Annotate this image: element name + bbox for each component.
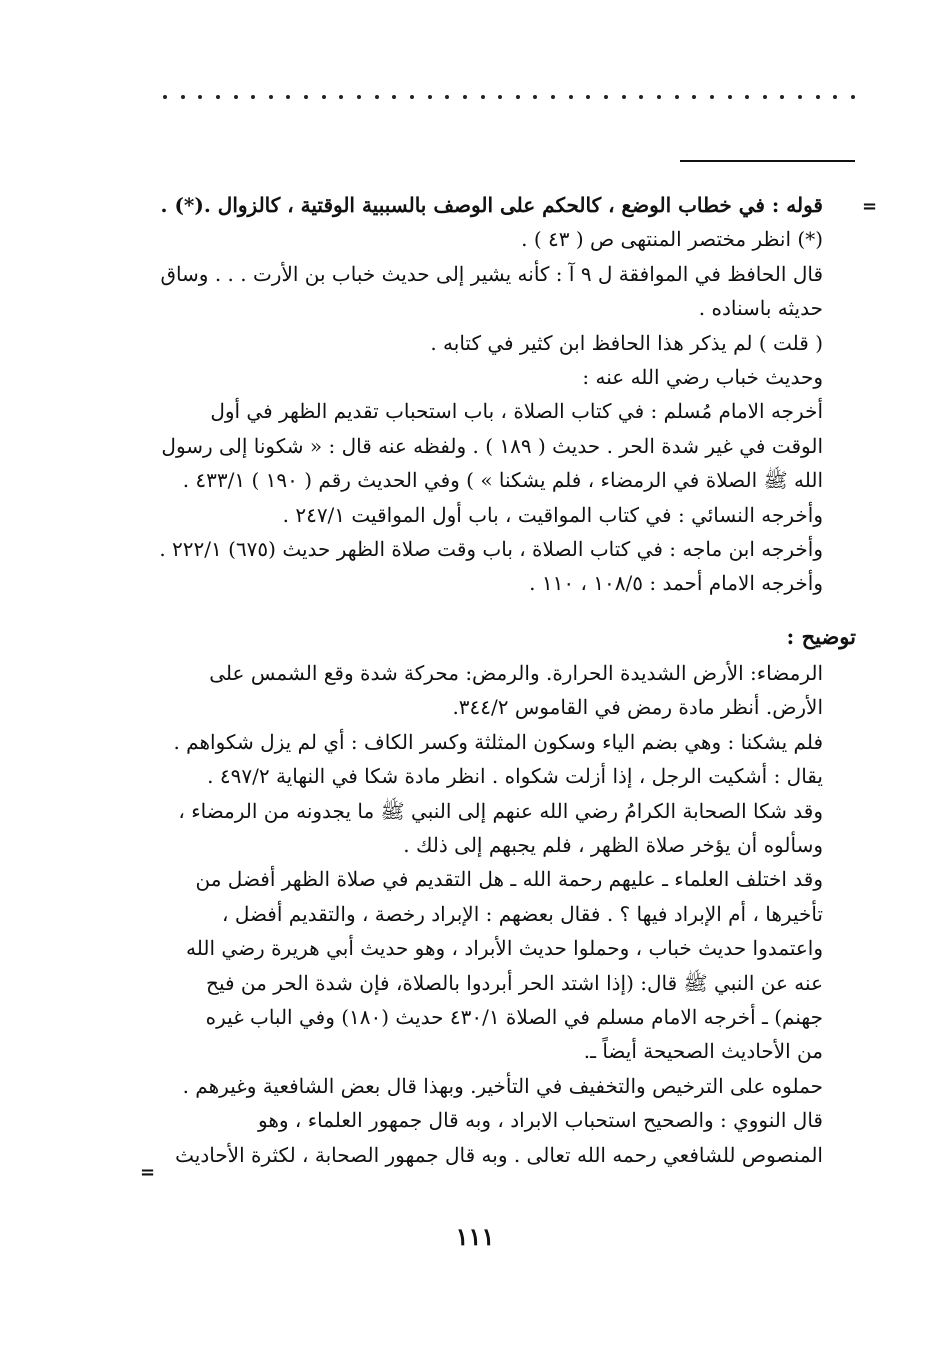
text-line: وأخرجه النسائي : في كتاب المواقيت ، باب أول المواقيت ٢٤٧/١ .	[282, 502, 823, 527]
separator-dot	[516, 95, 520, 99]
text-line: وقد اختلف العلماء ـ عليهم رحمة الله ـ هل التقديم في صلاة الظهر أفضل من	[195, 867, 823, 892]
separator-dot	[181, 95, 185, 99]
page-number: ١١١	[455, 1222, 495, 1251]
text-line: وقد شكا الصحابة الكرامُ رضي الله عنهم إلى النبي ﷺ ما يجدونه من الرمضاء ،	[178, 798, 823, 823]
separator-dot	[728, 95, 732, 99]
separator-dot	[339, 95, 343, 99]
separator-dot	[657, 95, 661, 99]
text-line: الأرض. أنظر مادة رمض في القاموس ٣٤٤/٢.	[452, 695, 823, 720]
text-line: عنه عن النبي ﷺ قال: (إذا اشتد الحر أبردوا بالصلاة، فإن شدة الحر من فيح	[206, 970, 823, 995]
text-line: (*) انظر مختصر المنتهى ص ( ٤٣ ) .	[521, 227, 823, 252]
text-line: الوقت في غير شدة الحر . حديث ( ١٨٩ ) . ولفظه عنه قال : « شكونا إلى رسول	[161, 433, 823, 458]
text-line: الله ﷺ الصلاة في الرمضاء ، فلم يشكنا » ) وفي الحديث رقم ( ١٩٠ ) ٤٣٣/١ .	[182, 468, 823, 493]
separator-dot	[216, 95, 220, 99]
separator-dot	[463, 95, 467, 99]
separator-dot	[780, 95, 784, 99]
separator-dot	[586, 95, 590, 99]
text-line: فلم يشكنا : وهي بضم الياء وسكون المثلثة وكسر الكاف : أي لم يزل شكواهم .	[173, 729, 823, 754]
separator-dot	[533, 95, 537, 99]
separator-dot	[551, 95, 555, 99]
separator-dot	[410, 95, 414, 99]
text-line: قال الحافظ في الموافقة ل ٩ آ : كأنه يشير إلى حديث خباب بن الأرت . . . وساق	[160, 261, 823, 286]
text-line: تأخيرها ، أم الإبراد فيها ؟ . فقال بعضهم : الإبراد رخصة ، والتقديم أفضل ،	[222, 901, 823, 926]
text-line: واعتمدوا حديث خباب ، وحملوا حديث الأبراد ، وهو حديث أبي هريرة رضي الله	[186, 936, 823, 961]
separator-dot	[445, 95, 449, 99]
separator-dot	[692, 95, 696, 99]
text-line: الرمضاء: الأرض الشديدة الحرارة. والرمض: محركة شدة وقع الشمس على	[209, 661, 823, 685]
text-line: جهنم) ـ أخرجه الامام مسلم في الصلاة ٤٣٠/١ حديث (١٨٠) وفي الباب غيره	[205, 1005, 823, 1030]
text-line: يقال : أشكيت الرجل ، إذا أزلت شكواه . انظر مادة شكا في النهاية ٤٩٧/٢ .	[207, 764, 823, 789]
separator-dot	[622, 95, 626, 99]
separator-dot	[833, 95, 837, 99]
separator-dot	[375, 95, 379, 99]
text-block-before-heading	[159, 188, 823, 601]
separator-dot	[481, 95, 485, 99]
text-block-after-heading	[163, 656, 823, 1172]
text-line: من الأحاديث الصحيحة أيضاً ـ.	[583, 1039, 823, 1064]
separator-dot	[710, 95, 714, 99]
text-line: أخرجه الامام مُسلم : في كتاب الصلاة ، باب استحباب تقديم الظهر في أول	[210, 399, 823, 424]
separator-dot	[675, 95, 679, 99]
separator-dot	[163, 95, 167, 99]
text-line: قال النووي : والصحيح استحباب الابراد ، وبه قال جمهور العلماء ، وهو	[258, 1108, 823, 1133]
separator-dot	[304, 95, 308, 99]
separator-dot	[428, 95, 432, 99]
separator-dot	[604, 95, 608, 99]
separator-dot	[763, 95, 767, 99]
text-line: حديثه باسناده .	[698, 296, 823, 321]
separator-dot	[816, 95, 820, 99]
section-heading: توضيح :	[786, 624, 856, 649]
text-line: المنصوص للشافعي رحمه الله تعالى . وبه قال جمهور الصحابة ، لكثرة الأحاديث	[175, 1142, 823, 1167]
separator-dot	[234, 95, 238, 99]
separator-dot	[639, 95, 643, 99]
separator-dot	[286, 95, 290, 99]
text-line: ( قلت ) لم يذكر هذا الحافظ ابن كثير في كتابه .	[430, 330, 823, 355]
separator-dot	[198, 95, 202, 99]
text-line: قوله : في خطاب الوضع ، كالحكم على الوصف بالسببية الوقتية ، كالزوال .(*) .	[160, 193, 823, 217]
separator-dot	[269, 95, 273, 99]
text-line: وحديث خباب رضي الله عنه :	[582, 365, 823, 390]
separator-dot	[357, 95, 361, 99]
text-line: حملوه على الترخيص والتخفيف في التأخير. وبهذا قال بعض الشافعية وغيرهم .	[182, 1073, 823, 1098]
separator-dot	[851, 95, 855, 99]
text-line: وأخرجه الامام أحمد : ١٠٨/٥ ، ١١٠ .	[529, 571, 823, 596]
separator-dot	[798, 95, 802, 99]
dotted-separator	[163, 90, 855, 104]
separator-dot	[569, 95, 573, 99]
separator-dot	[745, 95, 749, 99]
footnote-rule	[680, 160, 855, 162]
separator-dot	[251, 95, 255, 99]
separator-dot	[322, 95, 326, 99]
text-line: وسألوه أن يؤخر صلاة الظهر ، فلم يجبهم إلى ذلك .	[403, 833, 823, 858]
continuation-marker-bottom: =	[140, 1162, 156, 1183]
separator-dot	[392, 95, 396, 99]
separator-dot	[498, 95, 502, 99]
continuation-marker-top: =	[862, 196, 878, 217]
text-line: وأخرجه ابن ماجه : في كتاب الصلاة ، باب وقت صلاة الظهر حديث (٦٧٥) ٢٢٢/١ .	[159, 537, 823, 562]
